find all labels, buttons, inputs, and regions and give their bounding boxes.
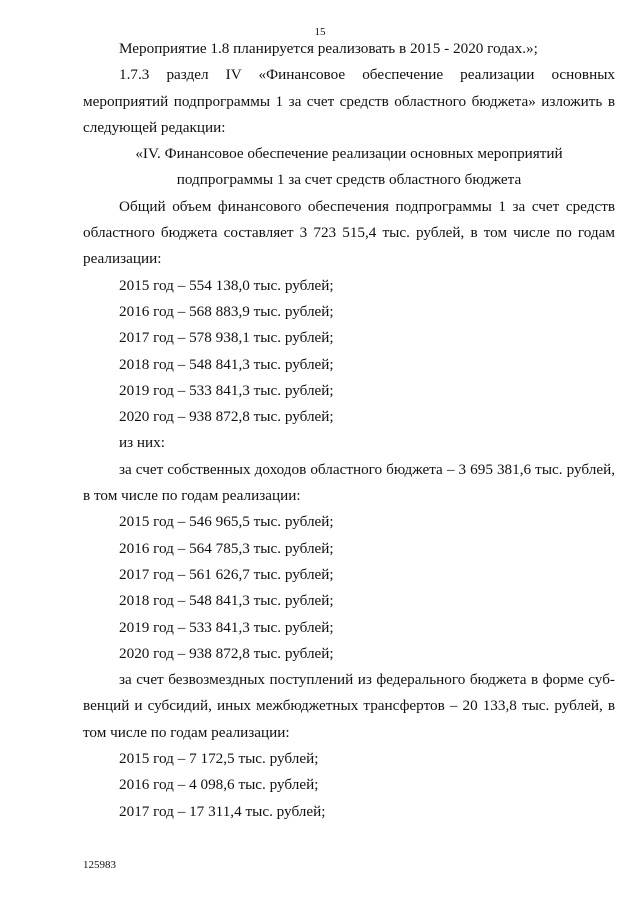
year-amount-line: 2015 год – 7 172,5 тыс. рублей; (119, 750, 319, 768)
document-code: 125983 (83, 859, 116, 871)
text-line: в том числе по годам реализации: (83, 487, 301, 505)
text-line: 1.7.3 раздел IV «Финансовое обеспечение реализации основных (119, 66, 615, 84)
year-amount-line: 2016 год – 564 785,3 тыс. рублей; (119, 539, 334, 557)
year-amount-line: 2019 год – 533 841,3 тыс. рублей; (119, 618, 334, 636)
year-amount-line: 2015 год – 554 138,0 тыс. рублей; (119, 276, 334, 294)
year-amount-line: 2020 год – 938 872,8 тыс. рублей; (119, 408, 334, 426)
text-line: Общий объем финансового обеспечения подпрограммы 1 за счет средств (119, 197, 615, 215)
year-amount-line: 2018 год – 548 841,3 тыс. рублей; (119, 592, 334, 610)
year-amount-line: 2016 год – 4 098,6 тыс. рублей; (119, 776, 319, 794)
text-line: за счет собственных доходов областного бюджета – 3 695 381,6 тыс. рублей, (119, 460, 615, 478)
year-amount-line: 2018 год – 548 841,3 тыс. рублей; (119, 355, 334, 373)
text-line: из них: (119, 434, 165, 452)
year-amount-line: 2017 год – 578 938,1 тыс. рублей; (119, 329, 334, 347)
document-body (83, 36, 615, 825)
text-line: реализации: (83, 250, 162, 268)
text-line: венций и субсидий, иных межбюджетных трансфертов – 20 133,8 тыс. рублей, в (83, 697, 615, 715)
year-amount-line: 2020 год – 938 872,8 тыс. рублей; (119, 644, 334, 662)
section-heading-line: «IV. Финансовое обеспечение реализации основных мероприятий (135, 145, 563, 163)
text-line: областного бюджета составляет 3 723 515,4 тыс. рублей, в том числе по годам (83, 224, 615, 242)
text-line: том числе по годам реализации: (83, 723, 290, 741)
year-amount-line: 2017 год – 561 626,7 тыс. рублей; (119, 565, 334, 583)
page-number: 15 (314, 26, 326, 38)
text-line: мероприятий подпрограммы 1 за счет средств областного бюджета» изложить в (83, 92, 615, 110)
year-amount-line: 2016 год – 568 883,9 тыс. рублей; (119, 302, 334, 320)
text-line: за счет безвозмездных поступлений из федерального бюджета в форме суб- (119, 671, 615, 689)
section-heading-line: подпрограммы 1 за счет средств областного бюджета (176, 171, 522, 189)
year-amount-line: 2017 год – 17 311,4 тыс. рублей; (119, 802, 326, 820)
text-line: Мероприятие 1.8 планируется реализовать в 2015 - 2020 годах.»; (119, 40, 538, 57)
year-amount-line: 2019 год – 533 841,3 тыс. рублей; (119, 381, 334, 399)
text-line: следующей редакции: (83, 118, 226, 136)
year-amount-line: 2015 год – 546 965,5 тыс. рублей; (119, 513, 334, 531)
